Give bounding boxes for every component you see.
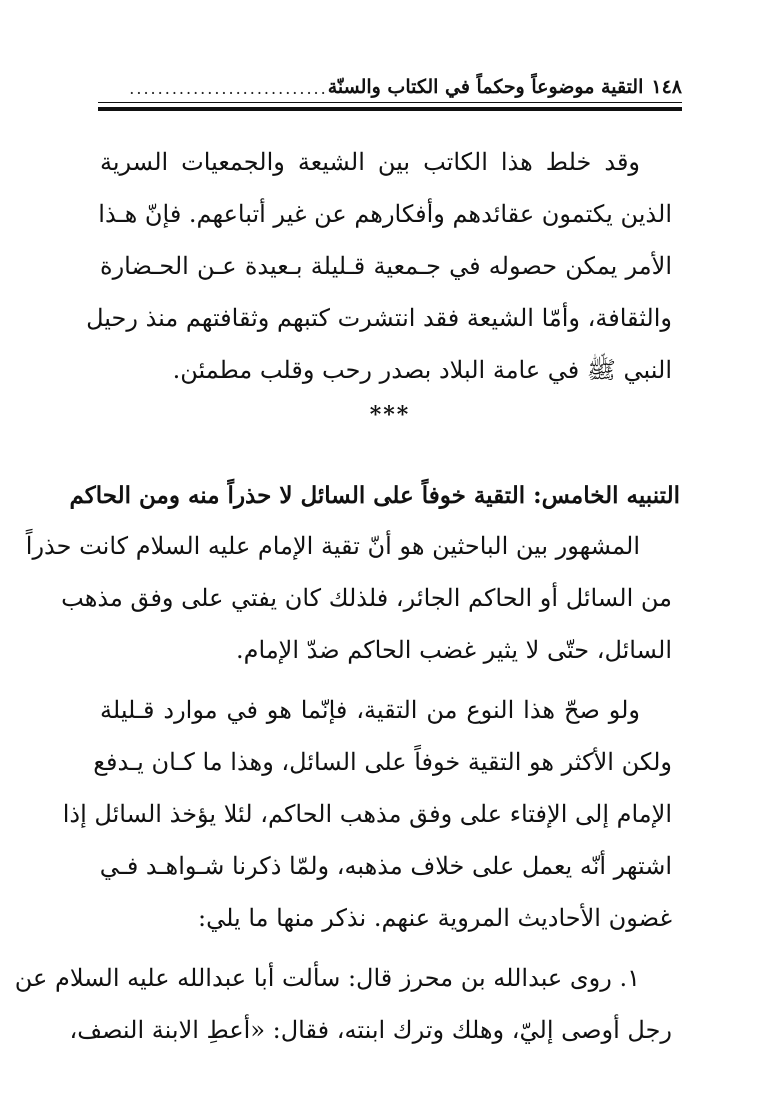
leader-dots: ............................ (129, 79, 328, 98)
page-number: ١٤٨ (651, 76, 682, 98)
paragraph-line: وقد خلط هذا الكاتب بين الشيعة والجمعيات السرية (100, 148, 640, 176)
page-header (98, 58, 682, 98)
running-title: التقية موضوعاً وحكماً في الكتاب والسنّة (327, 76, 644, 98)
paragraph-line: السائل، حتّى لا يثير غضب الحاكم ضدّ الإمام. (236, 636, 672, 664)
paragraph-line: ١. روى عبدالله بن محرز قال: سألت أبا عبدالله عليه السلام عن (14, 964, 640, 992)
paragraph-line: الأمر يمكن حصوله في جـمعية قـليلة بـعيدة عـن الحـضارة (100, 252, 672, 280)
paragraph-line: الإمام إلى الإفتاء على وفق مذهب الحاكم، لئلا يؤخذ السائل إذا (62, 800, 672, 828)
paragraph-line: الذين يكتمون عقائدهم وأفكارهم عن غير أتباعهم. فإنّ هـذا (98, 200, 672, 228)
paragraph-line: ولو صحّ هذا النوع من التقية، فإنّما هو في موارد قـليلة (100, 696, 640, 724)
paragraph-line: المشهور بين الباحثين هو أنّ تقية الإمام عليه السلام كانت حذراً (25, 532, 640, 560)
paragraph-line: النبي ﷺ في عامة البلاد بصدر رحب وقلب مطمئن. (172, 356, 672, 384)
paragraph-line: من السائل أو الحاكم الجائر، فلذلك كان يفتي على وفق مذهب (61, 584, 672, 612)
header-rule-thin (98, 102, 682, 103)
paragraph-line: غضون الأحاديث المروية عنهم. نذكر منها ما يلي: (198, 904, 672, 932)
paragraph-line: اشتهر أنّه يعمل على خلاف مذهبه، ولمّا ذكرنا شـواهـد فـي (99, 852, 672, 880)
section-separator: *** (369, 402, 411, 428)
header-rule-thick (98, 107, 682, 111)
paragraph-line: رجل أوصى إليّ، وهلك وترك ابنته، فقال: «أعطِ الابنة النصف، (69, 1016, 672, 1044)
section-heading: التنبيه الخامس: التقية خوفاً على السائل لا حذراً منه ومن الحاكم (69, 482, 680, 509)
paragraph-line: ولكن الأكثر هو التقية خوفاً على السائل، وهذا ما كـان يـدفع (93, 748, 672, 776)
paragraph-line: والثقافة، وأمّا الشيعة فقد انتشرت كتبهم وثقافتهم منذ رحيل (86, 304, 672, 332)
